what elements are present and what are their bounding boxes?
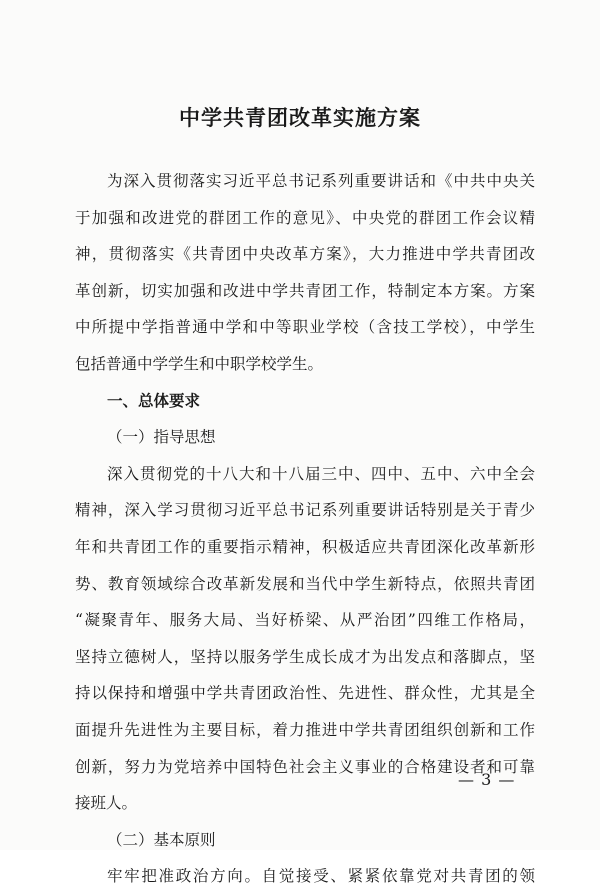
paragraph-line: 年和共青团工作的重要指示精神，积极适应共青团深化改革新形 bbox=[75, 537, 535, 556]
paragraph-line: 面提升先进性为主要目标，着力推进中学共青团组织创新和工作 bbox=[75, 720, 535, 739]
document-title: 中学共青团改革实施方案 bbox=[179, 106, 421, 130]
paragraph-line: 深入贯彻党的十八大和十八届三中、四中、五中、六中全会 bbox=[107, 464, 535, 483]
paragraph-line: 创新，努力为党培养中国特色社会主义事业的合格建设者和可靠 bbox=[75, 757, 535, 776]
paragraph-line: 为深入贯彻落实习近平总书记系列重要讲话和《中共中央关 bbox=[107, 172, 535, 190]
subsection-heading: （一）指导思想 bbox=[107, 428, 216, 447]
paragraph-line: 包括普通中学学生和中职学校学生。 bbox=[75, 354, 324, 373]
paragraph-line: 中所提中学指普通中学和中等职业学校（含技工学校），中学生 bbox=[75, 318, 535, 337]
paragraph-line: 牢牢把准政治方向。自觉接受、紧紧依靠党对共青团的领 bbox=[107, 867, 535, 886]
paragraph-line: 于加强和改进党的群团工作的意见》、中央党的群团工作会议精 bbox=[75, 208, 535, 227]
paragraph-line: 势、教育领域综合改革新发展和当代中学生新特点，依照共青团 bbox=[75, 574, 535, 593]
paragraph-line: 精神，深入学习贯彻习近平总书记系列重要讲话特别是关于青少 bbox=[75, 501, 535, 520]
paragraph-line: 接班人。 bbox=[75, 794, 138, 813]
paragraph-line: 坚持立德树人，坚持以服务学生成长成才为出发点和落脚点，坚 bbox=[75, 647, 535, 666]
paragraph-line: 革创新，切实加强和改进中学共青团工作，特制定本方案。方案 bbox=[75, 281, 535, 300]
paragraph-line: 神，贯彻落实《共青团中央改革方案》，大力推进中学共青团改 bbox=[75, 245, 535, 264]
page-number: — 3 — bbox=[458, 770, 516, 789]
subsection-heading: （二）基本原则 bbox=[107, 830, 216, 849]
paragraph-line: “凝聚青年、服务大局、当好桥梁、从严治团”四维工作格局， bbox=[75, 611, 535, 630]
paragraph-line: 持以保持和增强中学共青团政治性、先进性、群众性，尤其是全 bbox=[75, 684, 535, 703]
section-heading: 一、总体要求 bbox=[107, 391, 201, 410]
